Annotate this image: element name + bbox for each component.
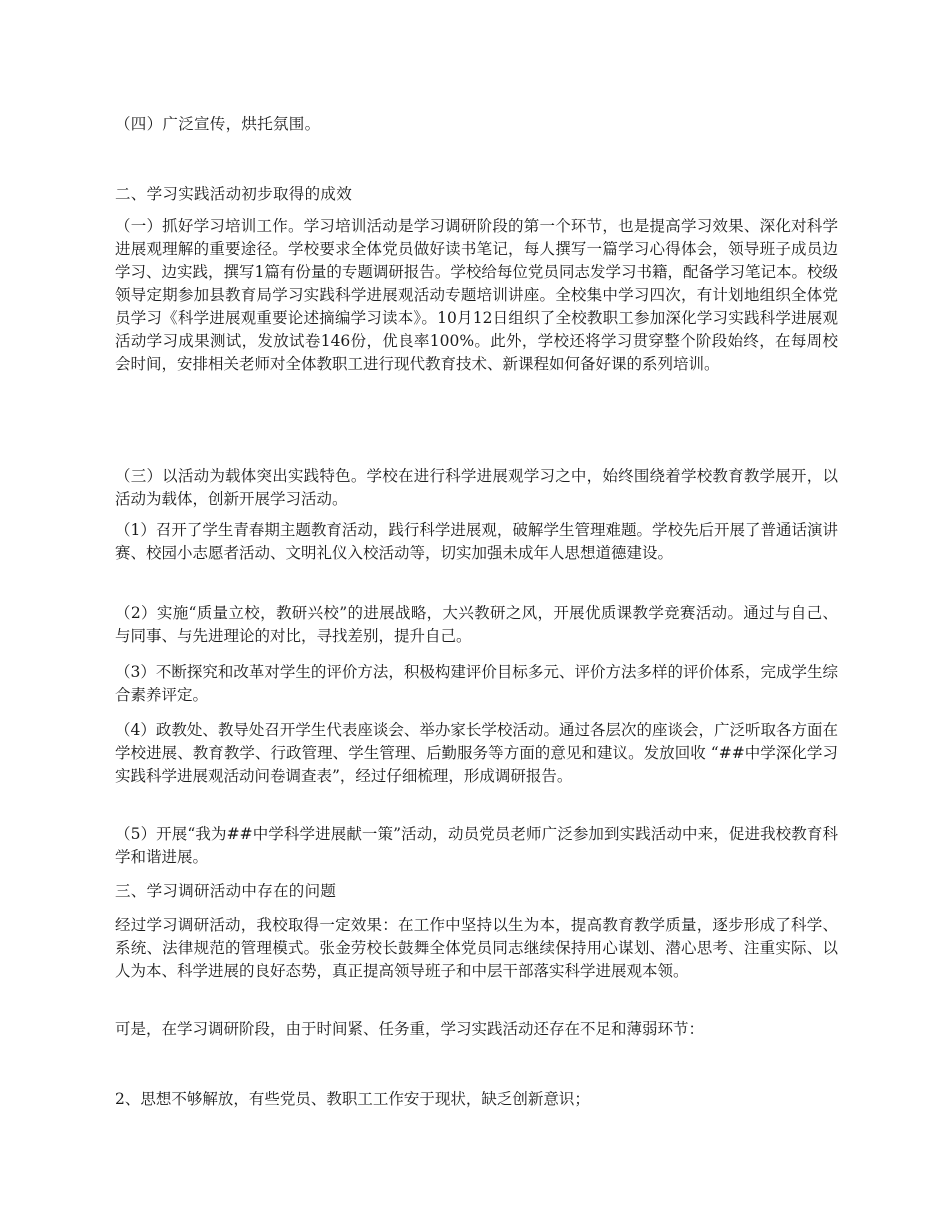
section-heading-four: （四）广泛宣传，烘托氛围。 bbox=[115, 115, 321, 133]
paragraph-shortcomings: 可是，在学习调研阶段，由于时间紧、任务重，学习实践活动还存在不足和薄弱环节： bbox=[115, 1020, 705, 1038]
paragraph-results: 经过学习调研活动，我校取得一定效果：在工作中坚持以生为本，提高教育教学质量，逐步形成了科学、系统、法律规范的管理模式。张金劳校长鼓舞全体党员同志继续保持用心谋划、潜心思考、注重实际、以人为本、科学进展的良好态势，真正提高领导班子和中层干部落实科学进展观本领。 bbox=[115, 916, 838, 980]
paragraph-item-3: （3）不断探究和改革对学生的评价方法，积极构建评价目标多元、评价方法多样的评价体系，完成学生综合素养评定。 bbox=[115, 663, 838, 704]
paragraph-point-2: 2、思想不够解放，有些党员、教职工工作安于现状，缺乏创新意识； bbox=[115, 1090, 590, 1108]
section-heading-problems: 三、学习调研活动中存在的问题 bbox=[115, 882, 337, 900]
paragraph-item-4: （4）政教处、教导处召开学生代表座谈会、举办家长学校活动。通过各层次的座谈会，广泛听取各方面在学校进展、教育教学、行政管理、学生管理、后勤服务等方面的意见和建议。发放回收 “##中学深化学习实践科学进展观活动问卷调查表”，经过仔细梳理，形成调研报告。 bbox=[115, 721, 838, 785]
section-heading-achievements: 二、学习实践活动初步取得的成效 bbox=[115, 185, 353, 203]
paragraph-activities: （三）以活动为载体突出实践特色。学校在进行科学进展观学习之中，始终围绕着学校教育教学展开，以活动为载体，创新开展学习活动。 bbox=[115, 467, 838, 508]
paragraph-training: （一）抓好学习培训工作。学习培训活动是学习调研阶段的第一个环节，也是提高学习效果、深化对科学进展观理解的重要途径。学校要求全体党员做好读书笔记，每人撰写一篇学习心得体会，领导班子成员边学习、边实践，撰写1篇有份量的专题调研报告。学校给每位党员同志发学习书籍，配备学习笔记本。校级领导定期参加县教育局学习实践科学进展观活动专题培训讲座。全校集中学习四次，有计划地组织全体党员学习《科学进展观重要论述摘编学习读本》。10月12日组织了全校教职工参加深化学习实践科学进展观活动学习成果测试，发放试卷146份，优良率100%。此外，学校还将学习贯穿整个阶段始终，在每周校会时间，安排相关老师对全体教职工进行现代教育技术、新课程如何备好课的系列培训。 bbox=[115, 217, 838, 373]
paragraph-item-5: （5）开展“我为##中学科学进展献一策”活动，动员党员老师广泛参加到实践活动中来，促进我校教育科学和谐进展。 bbox=[115, 825, 838, 866]
paragraph-item-1: （1）召开了学生青春期主题教育活动，践行科学进展观，破解学生管理难题。学校先后开展了普通话演讲赛、校园小志愿者活动、文明礼仪入校活动等，切实加强未成年人思想道德建设。 bbox=[115, 521, 838, 562]
paragraph-item-2: （2）实施“质量立校，教研兴校”的进展战略，大兴教研之风，开展优质课教学竞赛活动。通过与自己、与同事、与先进理论的对比，寻找差别，提升自己。 bbox=[115, 604, 838, 645]
